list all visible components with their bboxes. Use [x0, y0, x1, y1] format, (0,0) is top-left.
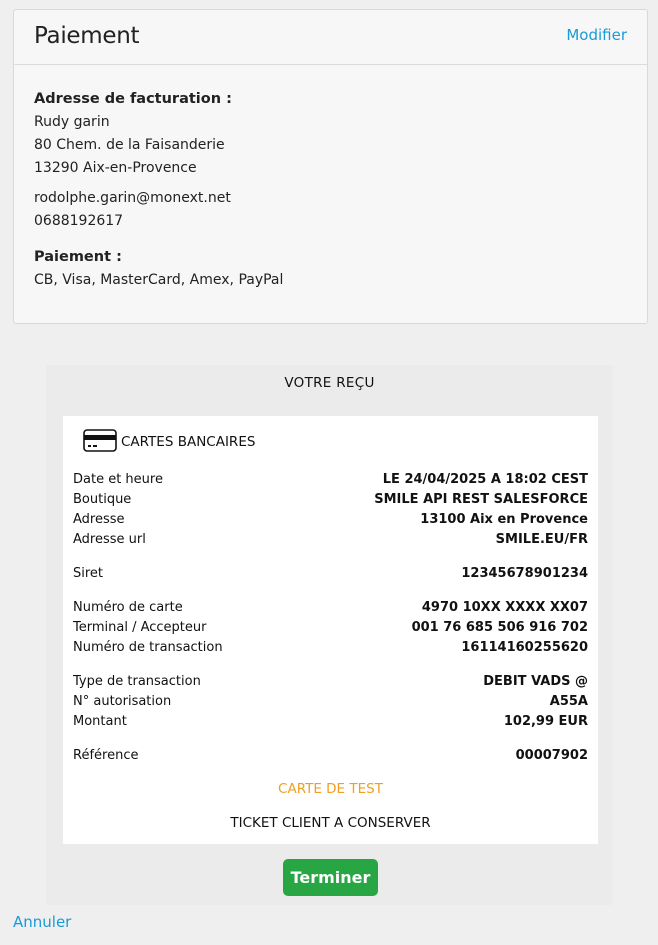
row-label: Montant — [73, 714, 127, 729]
receipt-row — [73, 598, 588, 618]
billing-name: Rudy garin — [34, 114, 110, 130]
finish-button[interactable]: Terminer — [283, 859, 378, 896]
receipt-section — [46, 365, 613, 905]
billing-email: rodolphe.garin@monext.net — [34, 190, 231, 206]
row-value: SMILE.EU/FR — [495, 532, 588, 547]
receipt-row — [73, 470, 588, 490]
cancel-link[interactable]: Annuler — [13, 913, 72, 931]
receipt-row — [73, 618, 588, 638]
row-value: 16114160255620 — [461, 640, 588, 655]
receipt-row — [73, 510, 588, 530]
receipt-row — [73, 692, 588, 712]
billing-phone: 0688192617 — [34, 213, 124, 229]
row-label: Adresse — [73, 512, 125, 527]
row-value: 001 76 685 506 916 702 — [411, 620, 588, 635]
receipt-ticket — [63, 416, 598, 844]
credit-card-icon — [83, 429, 117, 452]
row-label: Référence — [73, 748, 139, 763]
row-label: Date et heure — [73, 472, 163, 487]
row-label: Type de transaction — [73, 674, 201, 689]
receipt-row — [73, 746, 588, 766]
row-label: Boutique — [73, 492, 132, 507]
row-value: LE 24/04/2025 A 18:02 CEST — [382, 472, 588, 487]
row-value: 4970 10XX XXXX XX07 — [421, 600, 588, 615]
receipt-row — [73, 638, 588, 658]
row-label: Terminal / Accepteur — [73, 620, 207, 635]
billing-city: 13290 Aix-en-Provence — [34, 160, 197, 176]
card-type-label: CARTES BANCAIRES — [121, 434, 256, 450]
row-label: Siret — [73, 566, 104, 581]
row-label: Numéro de transaction — [73, 640, 223, 655]
receipt-row — [73, 490, 588, 510]
test-card-notice: CARTE DE TEST — [278, 781, 383, 797]
row-value: 102,99 EUR — [503, 714, 588, 729]
row-value: 12345678901234 — [461, 566, 588, 581]
row-value: SMILE API REST SALESFORCE — [374, 492, 588, 507]
card-body — [34, 88, 283, 292]
billing-street: 80 Chem. de la Faisanderie — [34, 137, 225, 153]
row-value: 00007902 — [515, 748, 588, 763]
row-label: Adresse url — [73, 532, 146, 547]
receipt-row — [73, 672, 588, 692]
row-label: Numéro de carte — [73, 600, 183, 615]
billing-address-label: Adresse de facturation : — [34, 91, 232, 107]
row-value: DEBIT VADS @ — [483, 674, 588, 689]
receipt-rows — [73, 470, 588, 766]
card-header — [14, 10, 647, 65]
payment-summary-card — [13, 9, 648, 324]
keep-ticket-notice: TICKET CLIENT A CONSERVER — [230, 815, 431, 831]
receipt-card-type — [83, 429, 255, 452]
modify-link[interactable]: Modifier — [566, 26, 627, 44]
receipt-row — [73, 530, 588, 550]
row-label: N° autorisation — [73, 694, 172, 709]
receipt-row — [73, 564, 588, 584]
receipt-row — [73, 712, 588, 732]
payment-methods: CB, Visa, MasterCard, Amex, PayPal — [34, 272, 284, 288]
row-value: 13100 Aix en Provence — [420, 512, 588, 527]
receipt-title: VOTRE REÇU — [284, 375, 375, 391]
row-value: A55A — [549, 694, 588, 709]
payment-methods-label: Paiement : — [34, 249, 122, 265]
payment-title: Paiement — [34, 23, 140, 49]
